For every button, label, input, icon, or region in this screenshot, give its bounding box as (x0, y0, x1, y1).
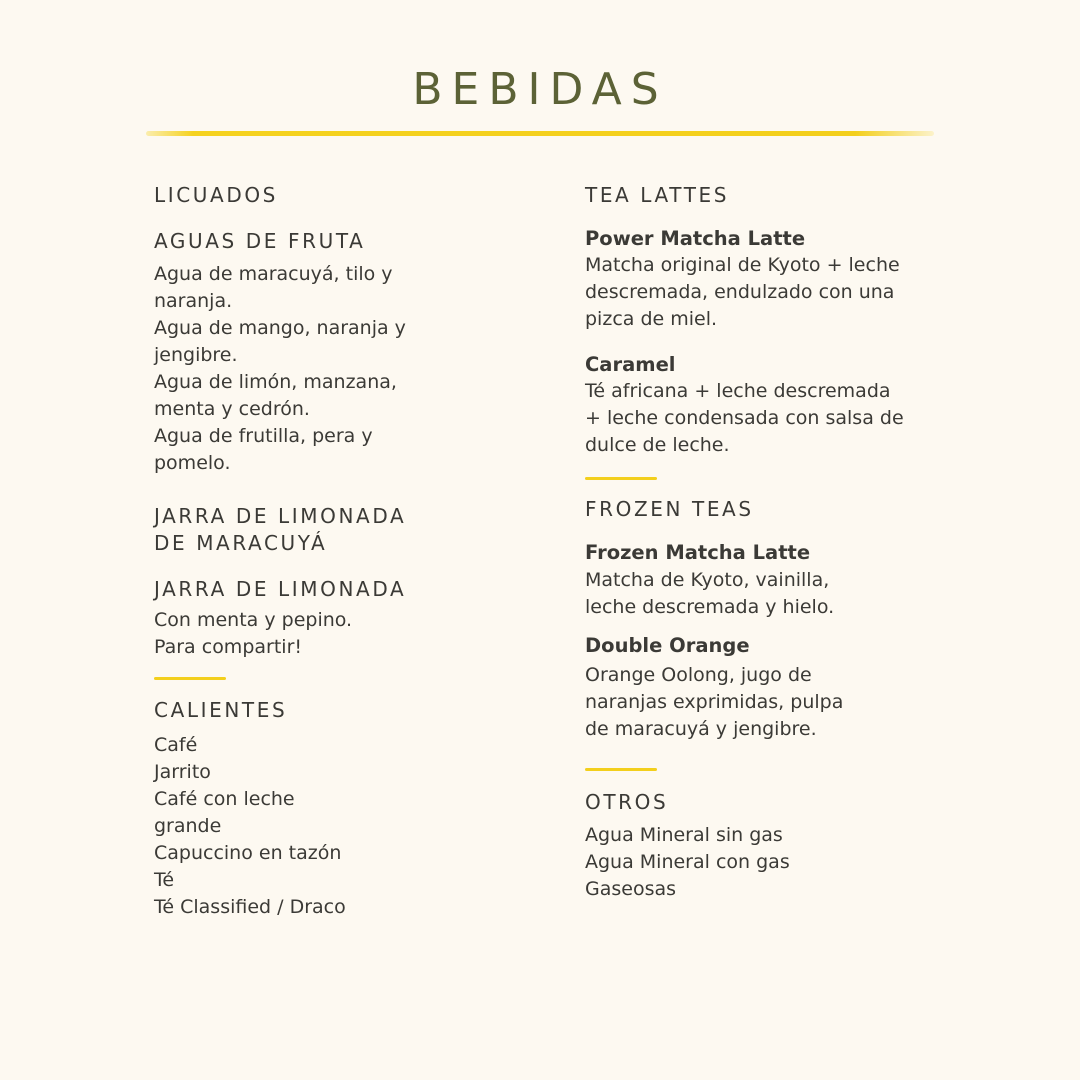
frozen-line: leche descremada y hielo. (585, 596, 835, 618)
jarra-maracuya-line: DE MARACUYÁ (154, 531, 328, 555)
calientes-item: Café (154, 734, 198, 756)
aguas-line: pomelo. (154, 452, 231, 474)
title-underline (146, 131, 934, 136)
double-line: naranjas exprimidas, pulpa (585, 691, 844, 713)
aguas-line: Agua de frutilla, pera y (154, 425, 373, 447)
section-heading-otros: OTROS (585, 790, 669, 814)
section-divider (154, 677, 226, 680)
jarra-line: Con menta y pepino. (154, 609, 353, 631)
jarra-line: Para compartir! (154, 636, 302, 658)
calientes-item: Jarrito (154, 761, 211, 783)
aguas-line: jengibre. (154, 344, 238, 366)
item-name-caramel: Caramel (585, 353, 676, 376)
right-column (585, 182, 945, 903)
caramel-line: + leche condensada con salsa de (585, 407, 904, 429)
caramel-line: Té africana + leche descremada (585, 380, 891, 402)
aguas-line: naranja. (154, 290, 233, 312)
section-heading-tea-lattes: TEA LATTES (585, 183, 730, 207)
jarra-description (154, 607, 454, 661)
power-description (585, 252, 945, 333)
caramel-description (585, 378, 945, 459)
section-heading-calientes: CALIENTES (154, 698, 288, 722)
section-heading-jarra-maracuya (154, 503, 454, 557)
aguas-description (154, 261, 454, 477)
calientes-item: grande (154, 815, 222, 837)
otros-item: Agua Mineral sin gas (585, 824, 783, 846)
double-description (585, 662, 945, 743)
power-line: descremada, endulzado con una (585, 281, 895, 303)
section-heading-jarra: JARRA DE LIMONADA (154, 577, 407, 601)
otros-item: Gaseosas (585, 878, 677, 900)
double-line: de maracuyá y jengibre. (585, 718, 817, 740)
item-name-power-matcha: Power Matcha Latte (585, 227, 806, 250)
calientes-list (154, 732, 454, 921)
calientes-item: Capuccino en tazón (154, 842, 342, 864)
page-title: BEBIDAS (412, 64, 668, 115)
aguas-line: Agua de limón, manzana, (154, 371, 397, 393)
jarra-maracuya-line: JARRA DE LIMONADA (154, 504, 407, 528)
aguas-line: menta y cedrón. (154, 398, 310, 420)
frozen-description (585, 567, 945, 621)
section-heading-aguas: AGUAS DE FRUTA (154, 229, 366, 253)
aguas-line: Agua de maracuyá, tilo y (154, 263, 393, 285)
double-line: Orange Oolong, jugo de (585, 664, 812, 686)
otros-item: Agua Mineral con gas (585, 851, 790, 873)
power-line: Matcha original de Kyoto + leche (585, 254, 900, 276)
section-divider (585, 768, 657, 771)
section-heading-frozen-teas: FROZEN TEAS (585, 497, 754, 521)
frozen-line: Matcha de Kyoto, vainilla, (585, 569, 830, 591)
section-heading-licuados: LICUADOS (154, 183, 278, 207)
caramel-line: dulce de leche. (585, 434, 730, 456)
aguas-line: Agua de mango, naranja y (154, 317, 406, 339)
calientes-item: Té (154, 869, 175, 891)
item-name-double-orange: Double Orange (585, 634, 750, 657)
calientes-item: Café con leche (154, 788, 295, 810)
power-line: pizca de miel. (585, 308, 718, 330)
otros-list (585, 822, 945, 903)
section-divider (585, 477, 657, 480)
calientes-item: Té Classified / Draco (154, 896, 346, 918)
item-name-frozen-matcha: Frozen Matcha Latte (585, 541, 811, 564)
left-column (154, 182, 454, 921)
